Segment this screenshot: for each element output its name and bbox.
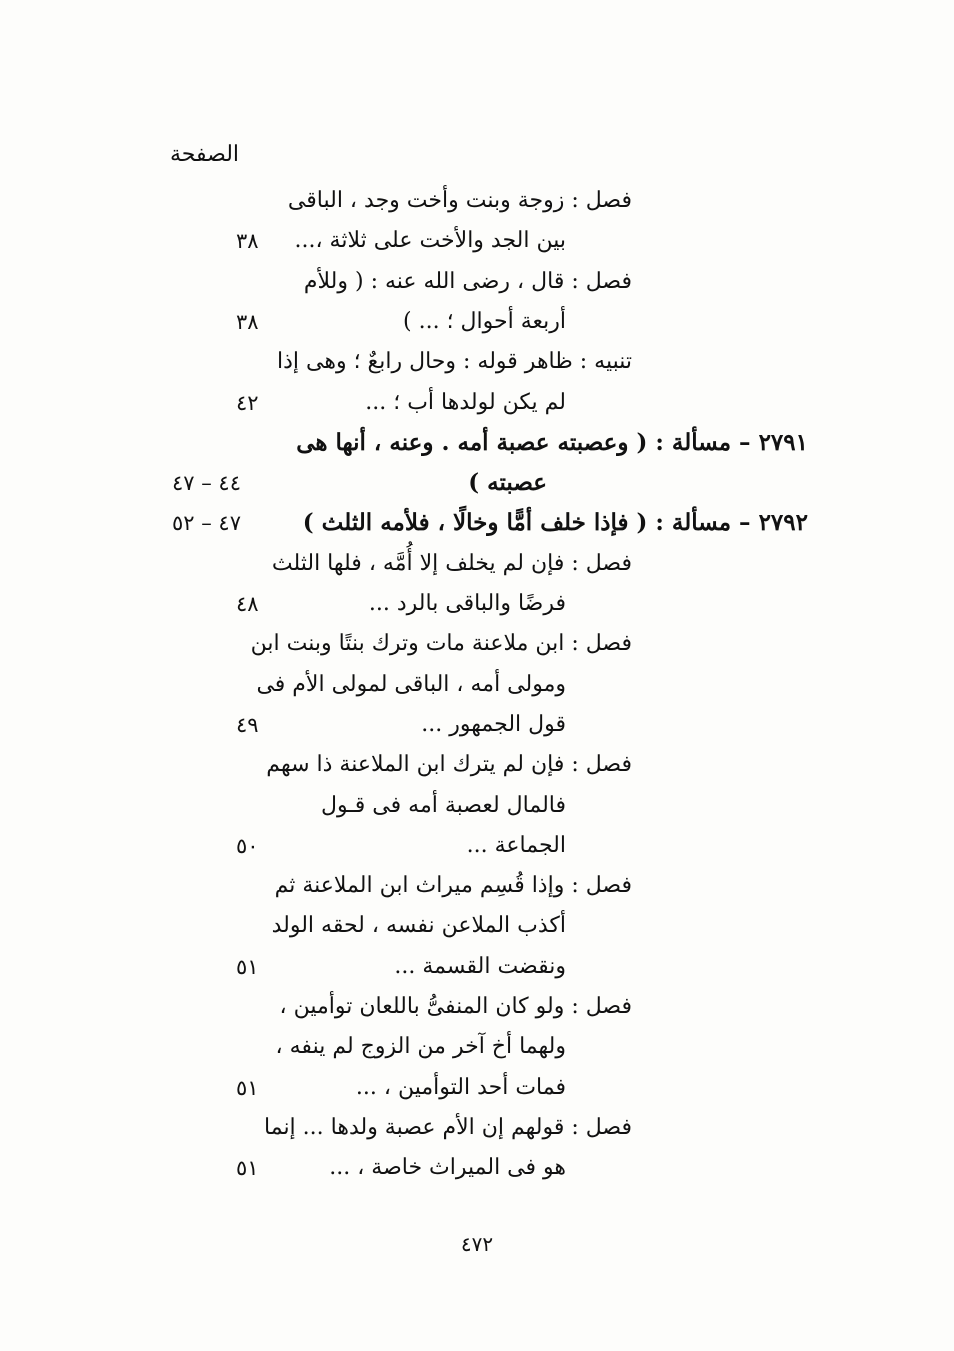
toc-entry: فصل : فإن لم يخلف إلا أُمَّه ، فلها الثلث (271, 550, 632, 576)
toc-entry: فرضًا والباقى بالرد ... (368, 591, 566, 616)
page-ref: ٥١ (236, 1156, 259, 1181)
toc-entry: أكذب الملاعن نفسه ، لحقه الولد (271, 913, 566, 939)
toc-entry: هو فى الميراث خاصة ، ... (329, 1155, 566, 1181)
toc-entry: ونقضت القسمة ... (394, 953, 566, 979)
page-ref: ٤٢ (236, 390, 259, 415)
page-ref: ٤٨ (236, 592, 259, 616)
page-ref: ٣٨ (236, 309, 259, 334)
page-number: ٤٧٢ (460, 1232, 494, 1256)
page-ref: ٥٠ (236, 833, 259, 858)
toc-entry: قول الجمهور ... (421, 711, 566, 737)
toc-entry: فصل : قال ، رضى الله عنه : ( وللأم (303, 268, 632, 294)
toc-entry: بين الجد والأخت على ثلاثة ،... (294, 228, 566, 254)
toc-entry: فصل : فإن لم يترك ابن الملاعنة ذا سهم (266, 752, 632, 778)
toc-entry: فمات أحد التوأمين ، ... (355, 1074, 566, 1100)
page-ref: ٤٤ – ٤٧ (172, 471, 241, 496)
toc-entry: فصل : وإذا قُسِم ميراث ابن الملاعنة ثم (274, 873, 632, 899)
page-column-header: الصفحة (170, 142, 240, 167)
page-ref: ٣٨ (236, 229, 259, 254)
toc-entry: ومولى أمه ، الباقى لمولى الأم فى (256, 671, 566, 697)
toc-entry: فصل : قولهم إن الأم عصبة ولدها ... إنما (264, 1114, 632, 1140)
toc-entry: لم يكن لولدها أب ؛ ... (365, 389, 566, 415)
toc-entry: الجماعة ... (466, 832, 566, 858)
toc-entry: فصل : زوجة وبنت وأخت وجد ، الباقى (287, 188, 632, 213)
toc-entry: ولهما أخ آخر من الزوج لم ينفه ، (275, 1034, 566, 1060)
masala-entry: عصبته ) (468, 469, 547, 497)
toc-entry: أربعة أحوال ؛ ... ) (403, 308, 566, 334)
toc-entry: فصل : ولو كان المنفىُّ باللعان توأمين ، (279, 994, 632, 1019)
masala-entry: ٢٧٩١ – مسألة : ( وعصبته عصبة أمه . وعنه ، أنها هى (296, 428, 808, 456)
page-ref: ٤٩ (236, 712, 259, 737)
toc-entry: فصل : ابن ملاعنة مات وترك بنتًا وبنت ابن (250, 631, 632, 657)
page-ref: ٥١ (236, 954, 259, 979)
toc-entry: تنبيه : ظاهر قوله : وحال رابعٌ ؛ وهى إذا (277, 349, 632, 375)
page-ref: ٤٧ – ٥٢ (172, 511, 241, 536)
masala-entry: ٢٧٩٢ – مسألة : ( فإذا خلف أمًّا وخالًا ، فلأمه الثلث ) (302, 509, 808, 537)
toc-entry: فالمال لعصبة أمه فى قـول (321, 792, 566, 818)
page-ref: ٥١ (236, 1075, 259, 1100)
